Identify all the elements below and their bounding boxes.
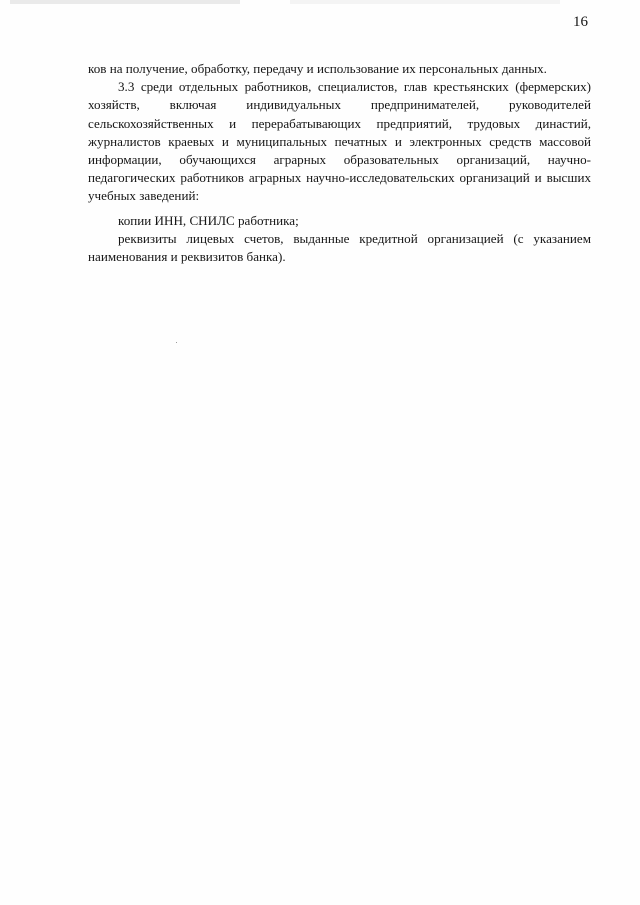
paragraph-consent-continuation: ков на получение, обработку, передачу и использование их персональных данных. [88,61,547,76]
page-number: 16 [573,14,588,30]
document-body [88,60,591,266]
scan-speck [176,342,177,343]
list-item-bank-details: реквизиты лицевых счетов, выданные кредитной организацией (с указанием наименования и реквизитов банка). [88,230,591,265]
list-item-inn-snils: копии ИНН, СНИЛС работника; [118,212,299,228]
scan-edge-artifact [0,0,640,4]
paragraph-section-3-3: 3.3 среди отдельных работников, специалистов, глав крестьянских (фермерских) хозяйств, включая индивидуальных предпринимателей, руководителей сельскохозяйственных и перерабатывающих предприятий, трудовых династий, журналистов краевых и муниципальных печатных и электронных средств массовой информации, обучающихся аграрных образовательных организаций, научно-педагогических работников аграрных научно-исследовательских организаций и высших учебных заведений: [88,79,591,204]
